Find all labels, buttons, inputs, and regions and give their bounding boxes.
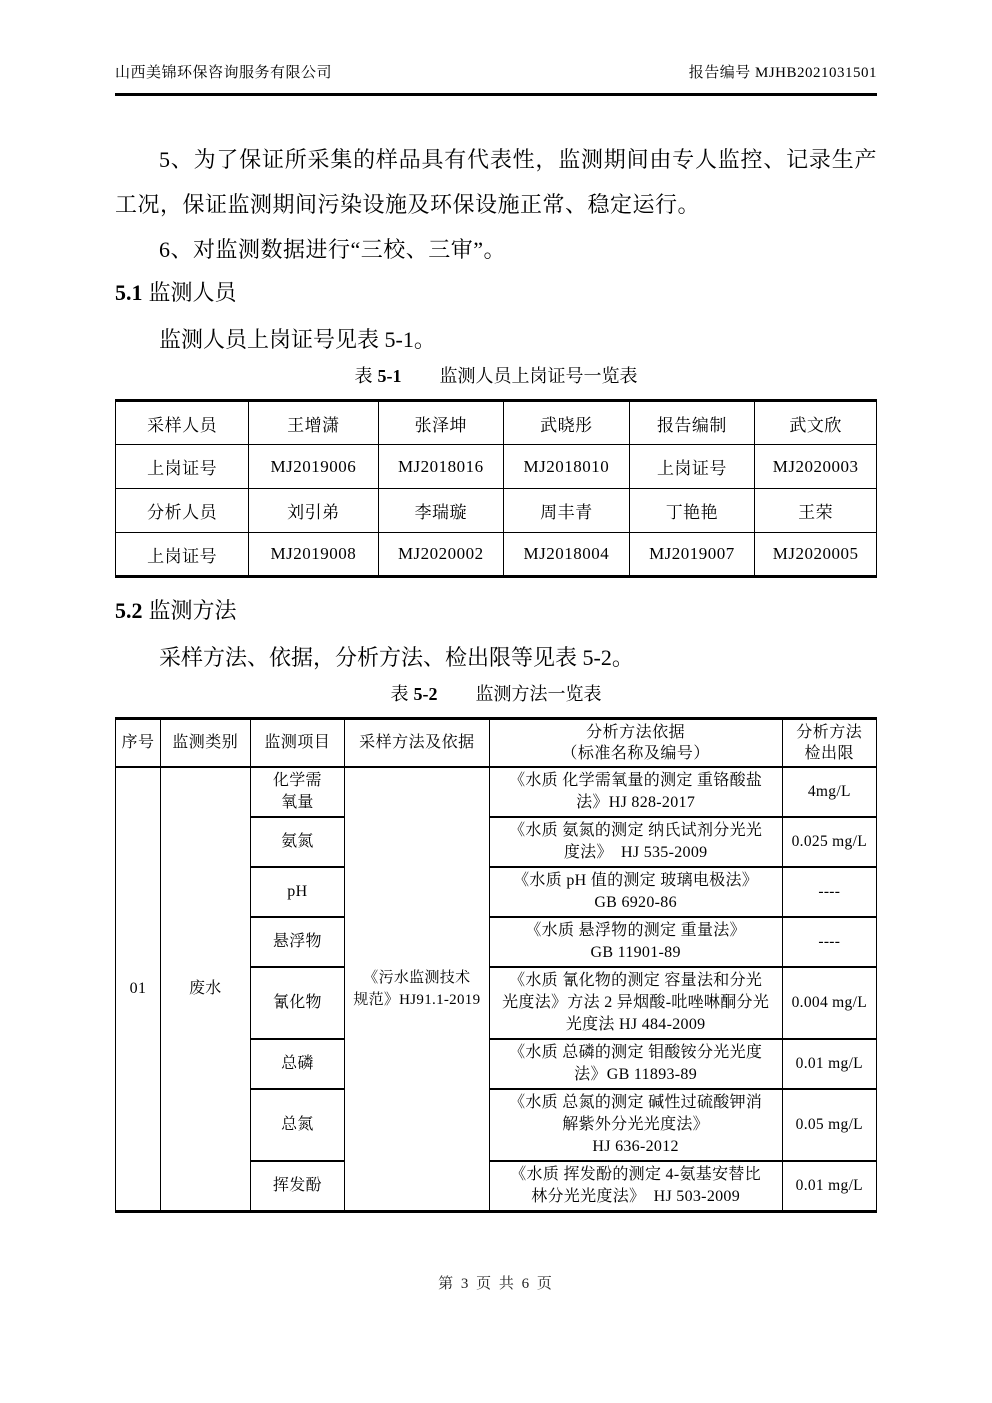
page-header bbox=[115, 0, 877, 96]
cell-item: 总氮 bbox=[250, 1089, 344, 1161]
cell: MJ2020002 bbox=[378, 533, 504, 577]
cell: 武晓彤 bbox=[504, 401, 630, 445]
table-5-1-caption bbox=[115, 363, 877, 389]
section-5-1-title: 监测人员 bbox=[148, 280, 237, 305]
cell-item: 氰化物 bbox=[250, 967, 344, 1039]
cell: 李瑞璇 bbox=[378, 489, 504, 533]
cell: MJ2019007 bbox=[629, 533, 755, 577]
header-item: 监测项目 bbox=[250, 719, 344, 767]
cell: MJ2019006 bbox=[249, 445, 378, 489]
section-5-2-title: 监测方法 bbox=[148, 598, 237, 623]
header-category: 监测类别 bbox=[160, 719, 250, 767]
cell-item: 挥发酚 bbox=[250, 1161, 344, 1212]
cell-limit: 0.05 mg/L bbox=[782, 1089, 876, 1161]
cell-method: 《水质 挥发酚的测定 4-氨基安替比 林分光光度法》 HJ 503-2009 bbox=[489, 1161, 782, 1212]
cell: 上岗证号 bbox=[629, 445, 755, 489]
cell: MJ2018016 bbox=[378, 445, 504, 489]
cell: 报告编制 bbox=[629, 401, 755, 445]
caption-title: 监测方法一览表 bbox=[475, 684, 602, 704]
section-5-2-number: 5.2 bbox=[115, 598, 143, 623]
table-row bbox=[116, 533, 877, 577]
table-row bbox=[116, 445, 877, 489]
table-row bbox=[116, 401, 877, 445]
table-row bbox=[116, 489, 877, 533]
cell: 丁艳艳 bbox=[629, 489, 755, 533]
cell-limit: 0.01 mg/L bbox=[782, 1161, 876, 1212]
cell-item: 化学需 氧量 bbox=[250, 767, 344, 817]
caption-number: 5-2 bbox=[413, 684, 438, 704]
cell: 上岗证号 bbox=[116, 445, 249, 489]
section-5-2-heading bbox=[115, 592, 877, 630]
cell-method: 《水质 总氮的测定 碱性过硫酸钾消 解紫外分光光度法》 HJ 636-2012 bbox=[489, 1089, 782, 1161]
methods-table bbox=[115, 717, 877, 1213]
cell: 王荣 bbox=[755, 489, 877, 533]
personnel-table bbox=[115, 399, 877, 578]
caption-title: 监测人员上岗证号一览表 bbox=[439, 366, 638, 386]
cell-item: pH bbox=[250, 867, 344, 917]
caption-label: 表 bbox=[354, 366, 373, 386]
cell-limit: ---- bbox=[782, 917, 876, 967]
intro-paragraphs bbox=[115, 137, 877, 272]
header-sampling: 采样方法及依据 bbox=[345, 719, 490, 767]
cell-method: 《水质 悬浮物的测定 重量法》 GB 11901-89 bbox=[489, 917, 782, 967]
cell-seq: 01 bbox=[116, 767, 161, 1212]
cell-item: 总磷 bbox=[250, 1039, 344, 1089]
cell: 上岗证号 bbox=[116, 533, 249, 577]
cell: 武文欣 bbox=[755, 401, 877, 445]
header-analysis: 分析方法依据 （标准名称及编号） bbox=[489, 719, 782, 767]
cell: MJ2020003 bbox=[755, 445, 877, 489]
paragraph-item-5: 5、为了保证所采集的样品具有代表性，监测期间由专人监控、记录生产工况，保证监测期间污染设施及环保设施正常、稳定运行。 bbox=[115, 147, 877, 217]
cell-item: 悬浮物 bbox=[250, 917, 344, 967]
section-5-1-lead: 监测人员上岗证号见表 5-1。 bbox=[159, 327, 436, 352]
section-5-1-number: 5.1 bbox=[115, 280, 143, 305]
cell-method: 《水质 氨氮的测定 纳氏试剂分光光 度法》 HJ 535-2009 bbox=[489, 817, 782, 867]
cell-item: 氨氮 bbox=[250, 817, 344, 867]
header-limit: 分析方法 检出限 bbox=[782, 719, 876, 767]
cell-sampling: 《污水监测技术 规范》HJ91.1-2019 bbox=[345, 767, 490, 1212]
section-5-1-heading bbox=[115, 274, 877, 312]
paragraph-item-6: 6、对监测数据进行“三校、三审”。 bbox=[159, 237, 507, 262]
cell: MJ2020005 bbox=[755, 533, 877, 577]
cell-method: 《水质 化学需氧量的测定 重铬酸盐 法》HJ 828-2017 bbox=[489, 767, 782, 817]
cell-limit: ---- bbox=[782, 867, 876, 917]
cell-limit: 4mg/L bbox=[782, 767, 876, 817]
cell: 分析人员 bbox=[116, 489, 249, 533]
caption-number: 5-1 bbox=[377, 366, 402, 386]
report-number: 报告编号 MJHB2021031501 bbox=[688, 65, 877, 81]
table-header-row bbox=[116, 719, 877, 767]
section-5-2-lead: 采样方法、依据，分析方法、检出限等见表 5-2。 bbox=[159, 645, 634, 670]
cell-method: 《水质 总磷的测定 钼酸铵分光光度 法》GB 11893-89 bbox=[489, 1039, 782, 1089]
cell: 采样人员 bbox=[116, 401, 249, 445]
cell-method: 《水质 pH 值的测定 玻璃电极法》 GB 6920-86 bbox=[489, 867, 782, 917]
table-row bbox=[116, 767, 877, 817]
cell-limit: 0.01 mg/L bbox=[782, 1039, 876, 1089]
header-seq: 序号 bbox=[116, 719, 161, 767]
cell: MJ2018010 bbox=[504, 445, 630, 489]
caption-label: 表 bbox=[390, 684, 409, 704]
cell: 刘引弟 bbox=[249, 489, 378, 533]
cell-limit: 0.004 mg/L bbox=[782, 967, 876, 1039]
table-5-2-caption bbox=[115, 681, 877, 707]
page-number: 第 3 页 共 6 页 bbox=[438, 1276, 554, 1292]
cell: 王增潇 bbox=[249, 401, 378, 445]
cell-method: 《水质 氰化物的测定 容量法和分光 光度法》方法 2 异烟酸-吡唑啉酮分光 光度法 HJ 484-2009 bbox=[489, 967, 782, 1039]
cell: MJ2019008 bbox=[249, 533, 378, 577]
cell: 周丰青 bbox=[504, 489, 630, 533]
company-name: 山西美锦环保咨询服务有限公司 bbox=[115, 65, 333, 81]
cell: 张泽坤 bbox=[378, 401, 504, 445]
cell-limit: 0.025 mg/L bbox=[782, 817, 876, 867]
cell-category: 废水 bbox=[160, 767, 250, 1212]
cell: MJ2018004 bbox=[504, 533, 630, 577]
